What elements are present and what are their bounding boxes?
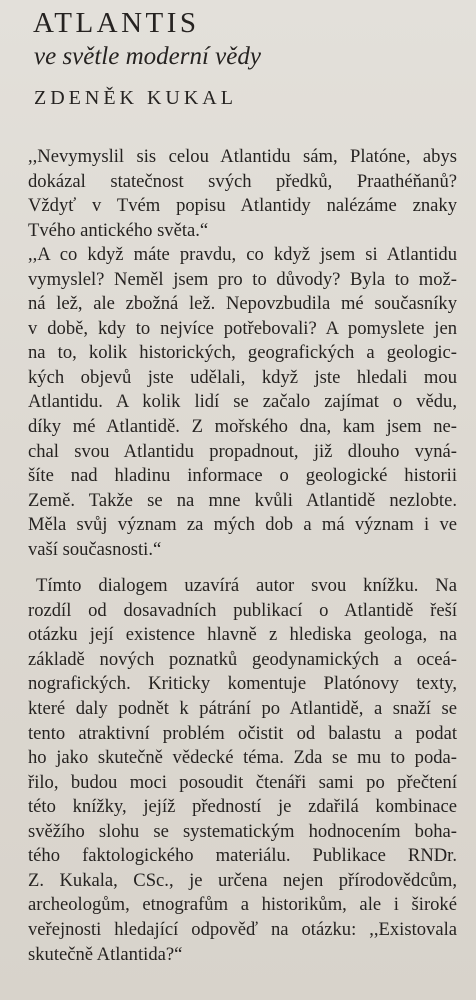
text-line: Tímto dialogem uzavírá autor svou knížku. Na [36, 575, 457, 597]
text-line: této knížky, jejíž předností je zdařilá kombinace [28, 796, 457, 818]
quote-paragraph-2 [0, 243, 476, 562]
blurb-text [0, 145, 476, 967]
text-line: chal svou Atlantidu propadnout, již dlouho vyná- [28, 440, 457, 462]
text-line: kých objevů jste udělali, když jste hledali mou [28, 366, 457, 388]
text-line: dokázal statečnost svých předků, Praathéňanů? [28, 170, 457, 192]
text-line: ,,A co když máte pravdu, co když jsem si Atlantidu [28, 244, 457, 266]
text-line: které daly podnět k pátrání po Atlantidě, a snaží se [28, 698, 457, 720]
text-line: nografických. Kriticky komentuje Platónovy texty, [28, 673, 457, 695]
text-line: tého faktologického materiálu. Publikace RNDr. [28, 845, 457, 867]
text-line: Měla svůj význam za mých dob a má význam i ve [28, 514, 457, 536]
text-line: Země. Takže se na mne kvůli Atlantidě nezlobte. [28, 489, 457, 511]
text-line: vaší současnosti.“ [28, 538, 162, 560]
text-line: tento atraktivní problém očistit od balastu a podat [28, 722, 457, 744]
text-line: řilo, budou moci posoudit čtenáři sami po přečtení [28, 771, 457, 793]
text-line: Atlantidu. A kolik lidí se začalo zajímat o vědu, [28, 391, 457, 413]
text-line: základě nových poznatků geodynamických a oceá- [28, 648, 457, 670]
description-paragraph [0, 574, 476, 967]
text-line: Tvého antického světa.“ [28, 219, 209, 241]
text-line: ,,Nevymyslil sis celou Atlantidu sám, Platóne, abys [28, 146, 457, 167]
text-line: svěžího slohu se systematickým hodnocením boha- [28, 820, 457, 842]
text-line: archeologům, etnografům a historikům, ale i široké [28, 894, 457, 916]
text-line: Z. Kukala, CSc., je určena nejen přírodovědcům, [28, 869, 457, 891]
text-line: v době, kdy to nejvíce potřebovali? A pomyslete jen [28, 317, 457, 339]
quote-paragraph-1 [0, 145, 476, 243]
text-line: vymyslel? Neměl jsem pro to důvody? Byla to mož- [28, 268, 457, 290]
text-line: skutečně Atlantida?“ [28, 943, 183, 965]
text-line: díky mé Atlantidě. Z mořského dna, kam jsem ne- [28, 416, 457, 438]
book-subtitle: ve světle moderní vědy [34, 43, 261, 70]
text-line: na to, kolik historických, geografických a geologic- [28, 342, 457, 364]
text-line: rozdíl od dosavadních publikací o Atlantidě řeší [28, 599, 457, 621]
text-line: ho jako skutečně vědecké téma. Zda se mu to poda- [28, 747, 457, 769]
book-title: ATLANTIS [33, 7, 200, 39]
text-line: ná lež, ale zbožná lež. Nepovzbudila mé současníky [28, 293, 457, 315]
text-line: otázku její existence hlavně z hlediska geologa, na [28, 624, 457, 646]
text-line: šíte nad hladinu informace o geologické historii [28, 465, 457, 487]
text-line: Vždyť v Tvém popisu Atlantidy nalézáme znaky [28, 195, 457, 217]
paragraph-gap [0, 562, 476, 574]
text-line: veřejnosti hledající odpověď na otázku: ,,Existovala [28, 918, 457, 940]
book-author: ZDENĚK KUKAL [34, 87, 237, 109]
